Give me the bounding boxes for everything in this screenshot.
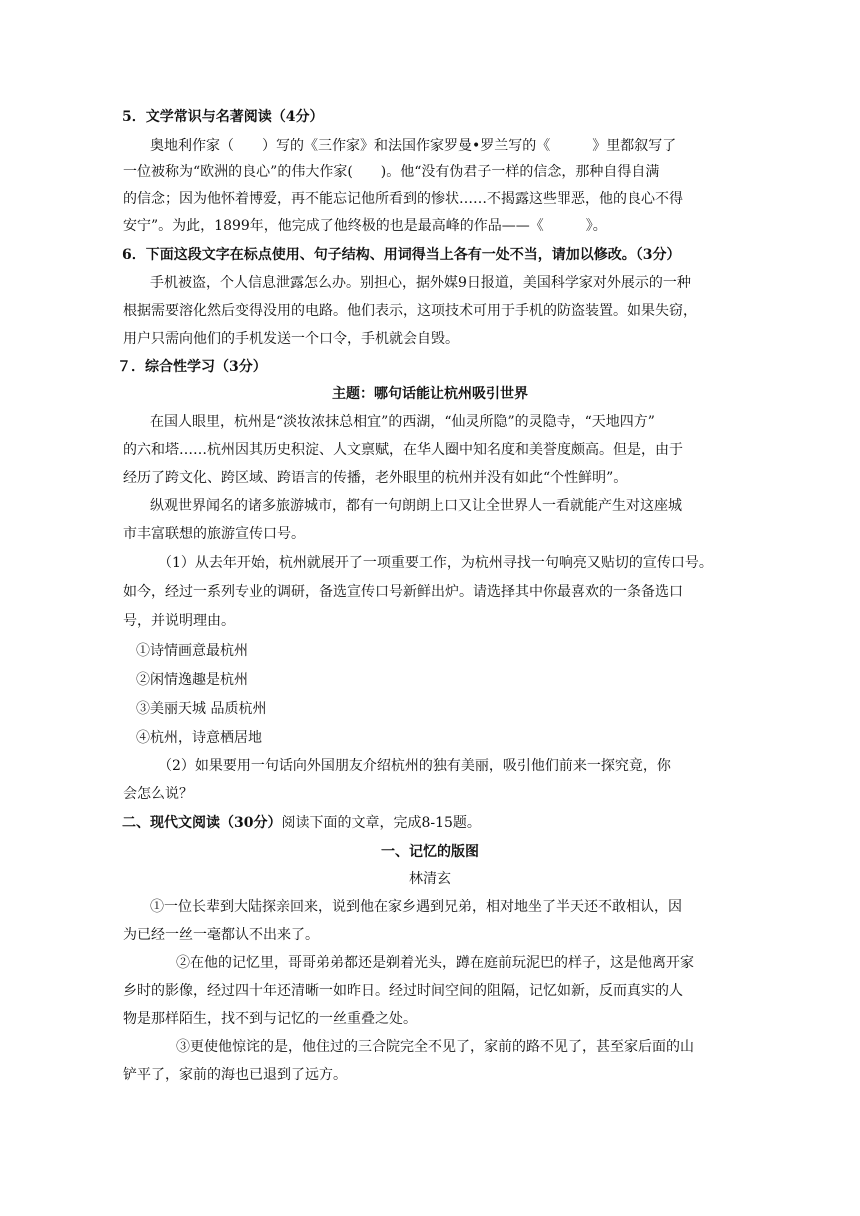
section2-line: [122, 813, 481, 833]
article-p1-line-2: 为已经一丝一毫都认不出来了。: [123, 927, 319, 943]
article-p2-line-1: ②在他的记忆里，哥哥弟弟都还是剃着光头，蹲在庭前玩泥巴的样子，这是他离开家: [176, 955, 694, 971]
article-title: 一、记忆的版图: [381, 844, 479, 860]
q7-option-4: ④杭州，诗意栖居地: [136, 730, 262, 746]
article-p2-line-2: 乡时的影像，经过四十年还清晰一如昨日。经过时间空间的阻隔，记忆如新，反而真实的人: [123, 983, 683, 999]
q7-option-2: ②闲情逸趣是杭州: [136, 672, 248, 688]
article-author: 林清玄: [409, 871, 451, 887]
q5-line-2: 一位被称为“欧洲的良心”的伟大作家( )。他“没有伪君子一样的信念，那种自得自满: [123, 164, 660, 180]
article-p3-line-2: 铲平了，家前的海也已退到了远方。: [123, 1067, 347, 1083]
q7-sub1-line-3: 号，并说明理由。: [123, 613, 235, 629]
q5-heading: 5．文学常识与名著阅读（4分）: [122, 109, 324, 125]
q7-sub2-line-2: 会怎么说？: [123, 786, 193, 802]
q7-para2-line-2: 市丰富联想的旅游宣传口号。: [123, 526, 305, 542]
q7-option-1: ①诗情画意最杭州: [136, 643, 248, 659]
q7-sub1-line-1: （1）从去年开始，杭州就展开了一项重要工作，为杭州寻找一句响亮又贴切的宣传口号。: [158, 555, 713, 571]
q5-line-3: 的信念；因为他怀着博爱，再不能忘记他所看到的惨状……不揭露这些罪恶，他的良心不得: [123, 191, 683, 207]
q7-sub1-line-2: 如今，经过一系列专业的调研，备选宣传口号新鲜出炉。请选择其中你最喜欢的一条备选口: [123, 584, 683, 600]
q5-line-1: 奥地利作家（ ）写的《三作家》和法国作家罗曼•罗兰写的《 》里都叙写了: [150, 138, 677, 154]
q7-sub2-line-1: （2）如果要用一句话向外国朋友介绍杭州的独有美丽，吸引他们前来一探究竟，你: [158, 758, 671, 774]
q6-line-3: 用户只需向他们的手机发送一个口令，手机就会自毁。: [123, 331, 459, 347]
q7-para1-line-2: 的六和塔……杭州因其历史积淀、人文禀赋，在华人圈中知名度和美誉度颇高。但是，由于: [123, 442, 683, 458]
q7-para2-line-1: 纵观世界闻名的诸多旅游城市，都有一句朗朗上口又让全世界人一看就能产生对这座城: [150, 498, 682, 514]
article-p3-line-1: ③更使他惊诧的是，他住过的三合院完全不见了，家前的路不见了，甚至家后面的山: [176, 1039, 694, 1055]
article-p2-line-3: 物是那样陌生，找不到与记忆的一丝重叠之处。: [123, 1011, 417, 1027]
article-p1-line-1: ①一位长辈到大陆探亲回来，说到他在家乡遇到兄弟，相对地坐了半天还不敢相认，因: [150, 899, 682, 915]
q6-line-2: 根据需要溶化然后变得没用的电路。他们表示，这项技术可用于手机的防盗装置。如果失窃，: [123, 303, 697, 319]
q7-para1-line-1: 在国人眼里，杭州是“淡妆浓抹总相宜”的西湖，“仙灵所隐”的灵隐寺，“天地四方”: [150, 414, 655, 430]
q6-heading: 6．下面这段文字在标点使用、句子结构、用词得当上各有一处不当，请加以修改。（3分）: [122, 247, 681, 263]
q7-para1-line-3: 经历了跨文化、跨区域、跨语言的传播，老外眼里的杭州并没有如此“个性鲜明”。: [123, 470, 628, 486]
q7-option-3: ③美丽天城 品质杭州: [136, 701, 267, 717]
section2-instruction: 阅读下面的文章，完成8-15题。: [281, 815, 481, 831]
q7-heading: ７．综合性学习（3分）: [117, 359, 267, 375]
q6-line-1: 手机被盗，个人信息泄露怎么办。别担心，据外媒9日报道，美国科学家对外展示的一种: [150, 275, 691, 291]
section2-heading: 二、现代文阅读（30分）: [122, 815, 282, 831]
q7-topic: 主题：哪句话能让杭州吸引世界: [332, 386, 528, 402]
q5-line-4: 安宁”。为此，1899年，他完成了他终极的也是最高峰的作品——《 》。: [123, 218, 607, 234]
